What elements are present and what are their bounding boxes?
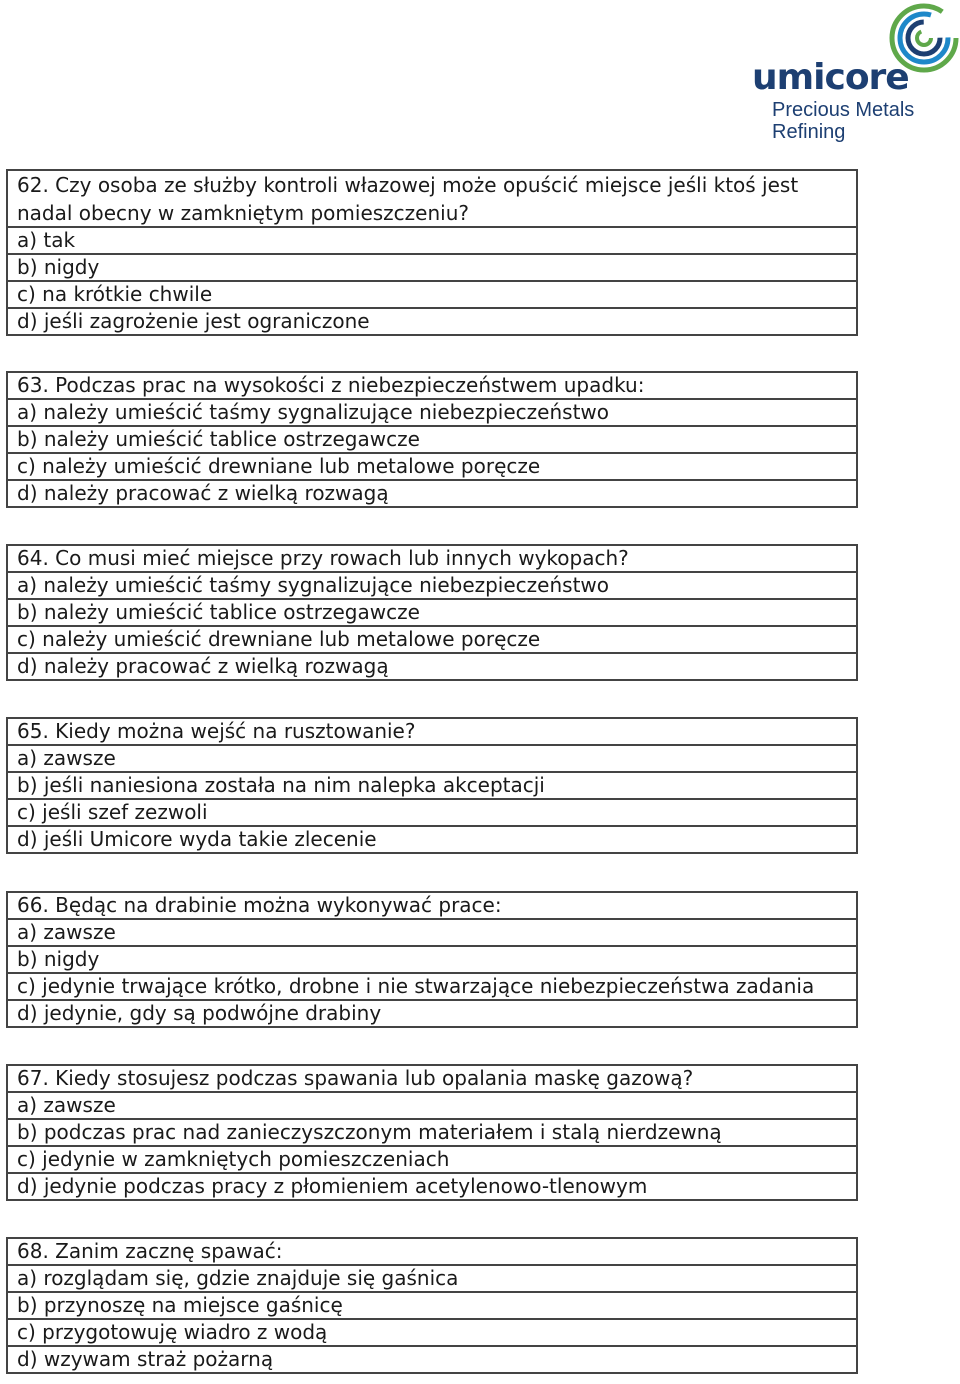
answer-option: c) jedynie w zamkniętych pomieszczeniach [6,1145,858,1174]
answer-option: c) jeśli szef zezwoli [6,798,858,827]
question-text: 64. Co musi mieć miejsce przy rowach lub innych wykopach? [6,544,858,573]
answer-option: d) należy pracować z wielką rozwagą [6,479,858,508]
answer-option: a) zawsze [6,1091,858,1120]
answer-option: a) rozglądam się, gdzie znajduje się gaśnica [6,1264,858,1293]
answer-option: a) zawsze [6,744,858,773]
answer-option: b) nigdy [6,253,858,282]
answer-option: c) jedynie trwające krótko, drobne i nie stwarzające niebezpieczeństwa zadania [6,972,858,1001]
answer-option: b) należy umieścić tablice ostrzegawcze [6,598,858,627]
question-text: 65. Kiedy można wejść na rusztowanie? [6,717,858,746]
question-text: 68. Zanim zacznę spawać: [6,1237,858,1266]
answer-option: b) nigdy [6,945,858,974]
question-text: 67. Kiedy stosujesz podczas spawania lub opalania maskę gazową? [6,1064,858,1093]
answer-option: d) wzywam straż pożarną [6,1345,858,1374]
answer-option: a) należy umieścić taśmy sygnalizujące niebezpieczeństwo [6,571,858,600]
question-block-68 [6,1237,858,1374]
question-block-62 [6,169,858,336]
umicore-logo [748,2,960,142]
answer-option: d) jedynie, gdy są podwójne drabiny [6,999,858,1028]
answer-option: c) na krótkie chwile [6,280,858,309]
logo-wordmark: umicore [752,57,909,98]
answer-option: d) jedynie podczas pracy z płomieniem acetylenowo-tlenowym [6,1172,858,1201]
logo-subtitle-line2: Refining [772,121,846,143]
answer-option: d) jeśli zagrożenie jest ograniczone [6,307,858,336]
answer-option: a) należy umieścić taśmy sygnalizujące niebezpieczeństwo [6,398,858,427]
answer-option: b) przynoszę na miejsce gaśnicę [6,1291,858,1320]
question-text: 63. Podczas prac na wysokości z niebezpieczeństwem upadku: [6,371,858,400]
question-block-66 [6,891,858,1028]
answer-option: c) przygotowuję wiadro z wodą [6,1318,858,1347]
question-block-63 [6,371,858,508]
answer-option: b) podczas prac nad zanieczyszczonym materiałem i stalą nierdzewną [6,1118,858,1147]
answer-option: a) tak [6,226,858,255]
answer-option: c) należy umieścić drewniane lub metalowe poręcze [6,625,858,654]
answer-option: a) zawsze [6,918,858,947]
logo-subtitle-line1: Precious Metals [772,99,915,121]
question-text: 62. Czy osoba ze służby kontroli włazowej może opuścić miejsce jeśli ktoś jest nadal obecny w zamkniętym pomieszczeniu? [6,169,858,228]
question-block-67 [6,1064,858,1201]
question-block-64 [6,544,858,681]
answer-option: d) jeśli Umicore wyda takie zlecenie [6,825,858,854]
question-text: 66. Będąc na drabinie można wykonywać prace: [6,891,858,920]
question-block-65 [6,717,858,854]
answer-option: d) należy pracować z wielką rozwagą [6,652,858,681]
answer-option: b) jeśli naniesiona została na nim nalepka akceptacji [6,771,858,800]
answer-option: c) należy umieścić drewniane lub metalowe poręcze [6,452,858,481]
answer-option: b) należy umieścić tablice ostrzegawcze [6,425,858,454]
